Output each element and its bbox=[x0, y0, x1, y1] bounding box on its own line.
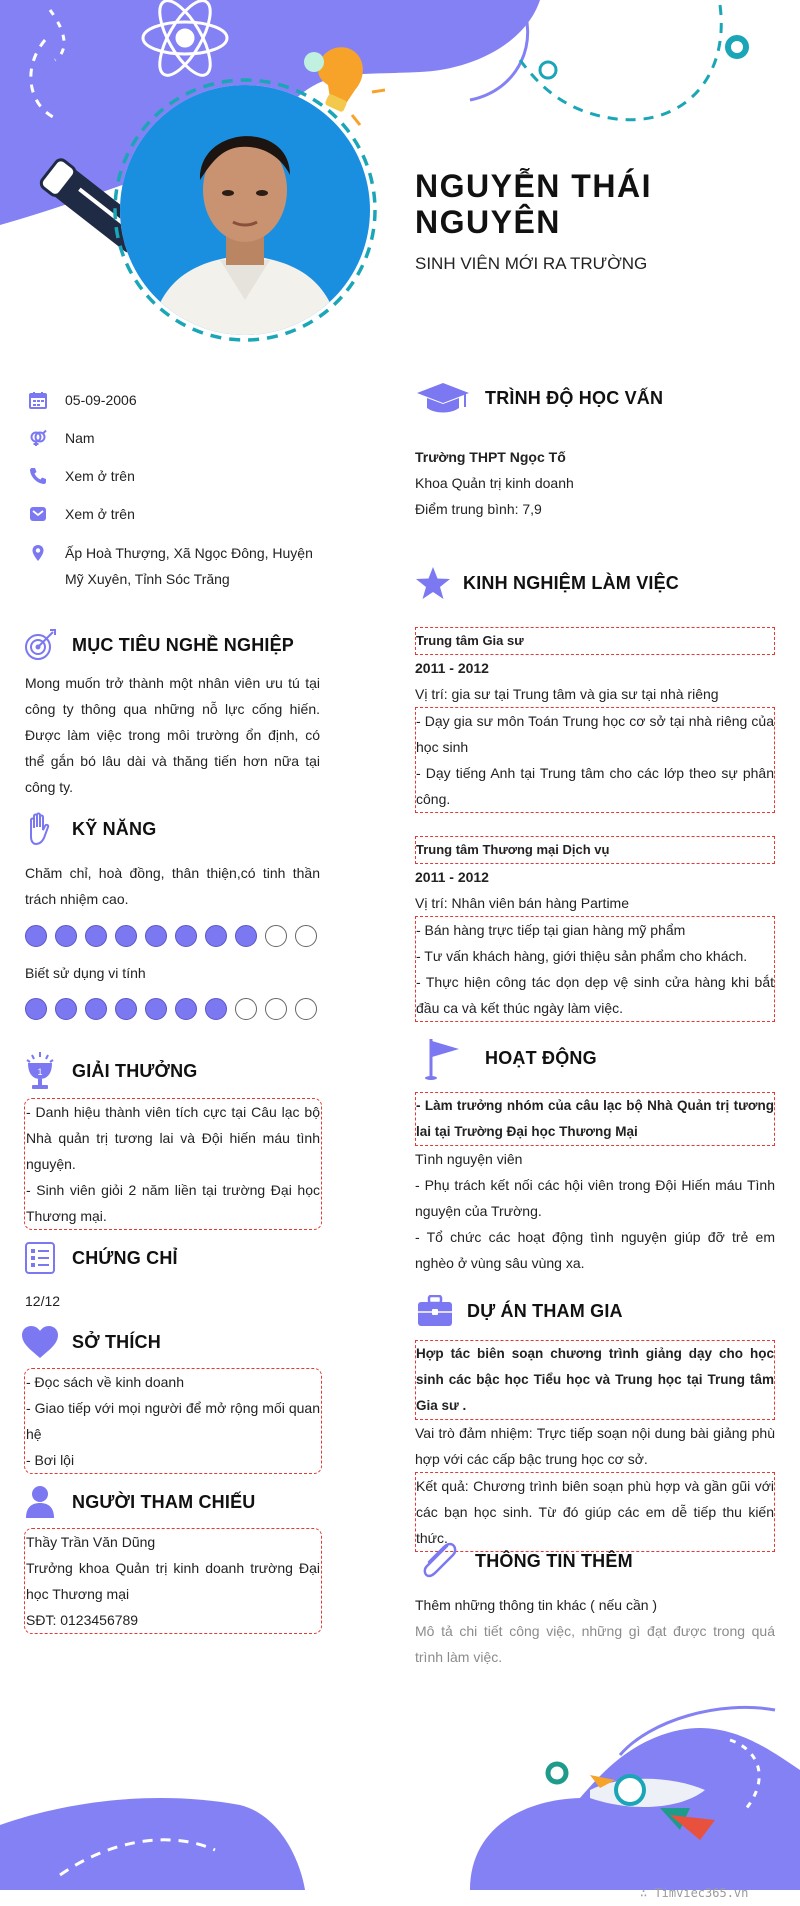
location-icon bbox=[29, 544, 47, 562]
candidate-name: NGUYỄN THÁI NGUYÊN bbox=[415, 168, 652, 240]
award-item-1: - Danh hiệu thành viên tích cực tại Câu lạc bộ Nhà quản trị tương lai và Đội hiến máu tình nguyện. bbox=[26, 1104, 320, 1172]
education-details bbox=[415, 444, 775, 522]
objective-heading bbox=[20, 627, 294, 663]
skills-heading bbox=[20, 811, 156, 847]
projects-details bbox=[415, 1340, 775, 1552]
job-2-company: Trung tâm Thương mại Dịch vụ bbox=[415, 836, 775, 864]
activity-item-1: - Phụ trách kết nối các hội viên trong Đội Hiến máu Tình nguyện của Trường. bbox=[415, 1177, 775, 1219]
project-title: Hợp tác biên soạn chương trình giảng dạy cho học sinh các bậc học Tiểu học và Trung học tại Trung tâm Gia sư . bbox=[415, 1340, 775, 1420]
job-1-duties bbox=[415, 707, 775, 813]
rating-dot bbox=[295, 998, 317, 1020]
rating-dot bbox=[85, 998, 107, 1020]
rating-dot bbox=[295, 925, 317, 947]
job-1-duty-1: - Dạy gia sư môn Toán Trung học cơ sở tại nhà riêng của học sinh bbox=[416, 713, 774, 755]
rating-dot bbox=[235, 998, 257, 1020]
reference-phone: SĐT: 0123456789 bbox=[26, 1612, 139, 1628]
contact-birthdate bbox=[25, 387, 325, 413]
rating-dot bbox=[115, 925, 137, 947]
hobby-item-3: - Bơi lội bbox=[26, 1452, 75, 1468]
reference-name: Thầy Trần Văn Dũng bbox=[26, 1534, 156, 1550]
additional-line-2: Mô tả chi tiết công việc, những gì đạt được trong quá trình làm việc. bbox=[415, 1623, 775, 1665]
rating-dot bbox=[205, 998, 227, 1020]
job-1-period: 2011 - 2012 bbox=[415, 660, 489, 676]
awards-title: GIẢI THƯỞNG bbox=[72, 1060, 198, 1081]
education-major: Khoa Quản trị kinh doanh bbox=[415, 475, 574, 491]
job-2-period: 2011 - 2012 bbox=[415, 869, 489, 885]
project-result: Kết quả: Chương trình biên soạn phù hợp và gần gũi với các bạn học sinh. Từ đó giúp các em dễ tiếp thu kiến thức. bbox=[415, 1472, 775, 1552]
phone-icon bbox=[29, 467, 47, 485]
projects-title: DỰ ÁN THAM GIA bbox=[467, 1300, 623, 1321]
activity-item-2: - Tổ chức các hoạt động tình nguyện giúp đỡ trẻ em nghèo ở vùng sâu vùng xa. bbox=[415, 1229, 775, 1271]
rating-dot bbox=[145, 998, 167, 1020]
rating-dot bbox=[235, 925, 257, 947]
education-school: Trường THPT Ngọc Tố bbox=[415, 449, 566, 465]
person-icon bbox=[20, 1484, 60, 1520]
certificates-text: 12/12 bbox=[25, 1293, 61, 1309]
experience-job-1 bbox=[415, 627, 775, 813]
award-item-2: - Sinh viên giỏi 2 năm liền tại trường Đại học Thương mại. bbox=[26, 1182, 320, 1224]
activities-title: HOẠT ĐỘNG bbox=[485, 1047, 597, 1068]
address-text: Ấp Hoà Thượng, Xã Ngọc Đông, Huyện Mỹ Xuyên, Tỉnh Sóc Trăng bbox=[65, 545, 313, 587]
hobbies-heading bbox=[20, 1324, 161, 1360]
paperclip-icon bbox=[415, 1540, 463, 1582]
rating-dot bbox=[55, 998, 77, 1020]
avatar bbox=[120, 85, 370, 335]
contact-address bbox=[25, 540, 325, 592]
target-icon bbox=[20, 627, 60, 663]
education-title: TRÌNH ĐỘ HỌC VẤN bbox=[485, 387, 664, 408]
watermark-text: Timviec365.vn bbox=[654, 1886, 749, 1900]
watermark-icon: ∴ bbox=[640, 1886, 655, 1900]
education-gpa: Điểm trung bình: 7,9 bbox=[415, 501, 542, 517]
references-heading bbox=[20, 1484, 255, 1520]
graduation-cap-icon bbox=[415, 380, 471, 416]
job-2-duty-2: - Tư vấn khách hàng, giới thiệu sản phẩm cho khách. bbox=[416, 948, 748, 964]
activities-heading bbox=[415, 1035, 597, 1081]
rating-dot bbox=[265, 925, 287, 947]
contact-gender bbox=[25, 425, 325, 451]
objective-title: MỤC TIÊU NGHỀ NGHIỆP bbox=[72, 634, 295, 655]
job-2-position: Vị trí: Nhân viên bán hàng Partime bbox=[415, 895, 630, 911]
project-role: Vai trò đảm nhiệm: Trực tiếp soạn nội dung bài giảng phù hợp với các cấp bậc trung học cơ sở. bbox=[415, 1425, 775, 1467]
activity-role: - Làm trưởng nhóm của câu lạc bộ Nhà Quản trị tương lai tại Trường Đại học Thương Mại bbox=[415, 1092, 775, 1146]
skill-1-rating bbox=[25, 925, 317, 947]
skill-1-label: Chăm chỉ, hoà đồng, thân thiện,có tinh thần trách nhiệm cao. bbox=[25, 865, 320, 907]
svg-text:1: 1 bbox=[37, 1067, 43, 1077]
rating-dot bbox=[85, 925, 107, 947]
watermark bbox=[640, 1886, 748, 1900]
certificate-icon bbox=[20, 1240, 60, 1276]
star-icon bbox=[415, 565, 451, 601]
calendar-icon bbox=[29, 391, 47, 409]
trophy-icon bbox=[20, 1053, 60, 1089]
rating-dot bbox=[55, 925, 77, 947]
reference-position: Trưởng khoa Quản trị kinh doanh trường Đại học Thương mại bbox=[26, 1560, 320, 1602]
hobby-item-2: - Giao tiếp với mọi người để mở rộng mối quan hệ bbox=[26, 1400, 320, 1442]
job-1-duty-2: - Dạy tiếng Anh tại Trung tâm cho các lớp theo sự phân công. bbox=[416, 765, 774, 807]
job-2-duty-1: - Bán hàng trực tiếp tại gian hàng mỹ phẩm bbox=[416, 922, 686, 938]
certificates-heading bbox=[20, 1240, 178, 1276]
skill-2-rating bbox=[25, 998, 317, 1020]
briefcase-icon bbox=[415, 1293, 455, 1329]
additional-line-1: Thêm những thông tin khác ( nếu cần ) bbox=[415, 1597, 658, 1613]
hobbies-title: SỞ THÍCH bbox=[72, 1331, 161, 1352]
awards-heading bbox=[20, 1053, 197, 1089]
education-heading bbox=[415, 380, 663, 416]
references-title: NGƯỜI THAM CHIẾU bbox=[72, 1491, 256, 1512]
job-title: SINH VIÊN MỚI RA TRƯỜNG bbox=[415, 254, 648, 273]
additional-details bbox=[415, 1592, 775, 1670]
objective-text: Mong muốn trở thành một nhân viên ưu tú tại công ty thông qua những nỗ lực cống hiến. Được làm việc trong môi trường ổn định, có thể gắn bó lâu dài và thăng tiến hơn nữa tại công ty. bbox=[25, 675, 320, 795]
activities-details bbox=[415, 1092, 775, 1276]
heart-icon bbox=[20, 1324, 60, 1360]
certificates-title: CHỨNG CHỈ bbox=[72, 1247, 178, 1268]
rating-dot bbox=[175, 925, 197, 947]
flag-icon bbox=[415, 1035, 471, 1081]
awards-box bbox=[24, 1098, 322, 1230]
job-1-position: Vị trí: gia sư tại Trung tâm và gia sư tại nhà riêng bbox=[415, 686, 719, 702]
projects-heading bbox=[415, 1293, 623, 1329]
rating-dot bbox=[175, 998, 197, 1020]
additional-heading bbox=[415, 1540, 633, 1582]
rating-dot bbox=[25, 925, 47, 947]
experience-title: KINH NGHIỆM LÀM VIỆC bbox=[463, 572, 680, 593]
rating-dot bbox=[265, 998, 287, 1020]
rating-dot bbox=[205, 925, 227, 947]
experience-heading bbox=[415, 565, 679, 601]
footer-decoration bbox=[0, 1680, 800, 1906]
gender-icon bbox=[29, 429, 47, 447]
references-box bbox=[24, 1528, 322, 1634]
contact-phone bbox=[25, 463, 325, 489]
experience-job-2 bbox=[415, 836, 775, 1022]
additional-title: THÔNG TIN THÊM bbox=[475, 1550, 633, 1571]
rating-dot bbox=[145, 925, 167, 947]
hobbies-box bbox=[24, 1368, 322, 1474]
skills-title: KỸ NĂNG bbox=[72, 818, 157, 839]
email-icon bbox=[29, 505, 47, 523]
job-2-duty-3: - Thực hiện công tác dọn dẹp vệ sinh cửa hàng khi bắt đầu ca và kết thúc ngày làm việc. bbox=[416, 974, 774, 1016]
job-1-company: Trung tâm Gia sư bbox=[415, 627, 775, 655]
phone-text: Xem ở trên bbox=[65, 468, 135, 484]
rating-dot bbox=[115, 998, 137, 1020]
hand-icon bbox=[20, 811, 60, 847]
rating-dot bbox=[25, 998, 47, 1020]
activity-subtitle: Tình nguyện viên bbox=[415, 1151, 523, 1167]
email-text: Xem ở trên bbox=[65, 506, 135, 522]
hobby-item-1: - Đọc sách về kinh doanh bbox=[26, 1374, 184, 1390]
contact-email bbox=[25, 501, 325, 527]
job-2-duties bbox=[415, 916, 775, 1022]
skill-2-label: Biết sử dụng vi tính bbox=[25, 965, 146, 981]
birthdate-text: 05-09-2006 bbox=[65, 392, 137, 408]
gender-text: Nam bbox=[65, 430, 95, 446]
